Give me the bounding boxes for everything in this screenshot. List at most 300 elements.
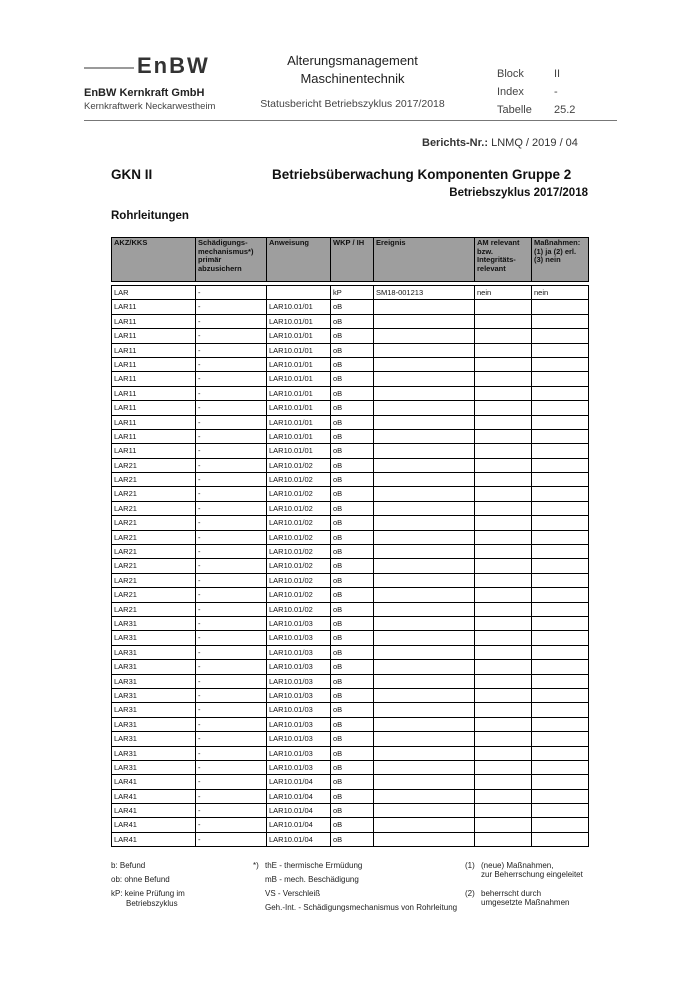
cell-ereignis: [374, 631, 475, 645]
main-heading: Betriebsüberwachung Komponenten Gruppe 2: [272, 167, 572, 182]
cell-massnahmen: [532, 530, 589, 544]
table-header-row: [112, 238, 589, 282]
table-row: [112, 300, 589, 314]
cell-akz: LAR21: [112, 573, 196, 587]
cell-akz: LAR31: [112, 760, 196, 774]
cell-akz: LAR11: [112, 343, 196, 357]
table-row: [112, 660, 589, 674]
cell-anweisung: LAR10.01/01: [267, 357, 331, 371]
cell-anweisung: LAR10.01/04: [267, 789, 331, 803]
meta-key: Block: [497, 68, 524, 80]
cell-mechanismus: -: [196, 732, 267, 746]
cell-ereignis: [374, 732, 475, 746]
table-row: [112, 458, 589, 472]
table-row: [112, 588, 589, 602]
cell-ereignis: [374, 746, 475, 760]
table-row: [112, 573, 589, 587]
cell-am-relevant: [475, 732, 532, 746]
cell-am-relevant: [475, 674, 532, 688]
cell-wkp: oB: [331, 645, 374, 659]
table-row: [112, 732, 589, 746]
cell-massnahmen: [532, 832, 589, 846]
cell-am-relevant: [475, 602, 532, 616]
company-name: EnBW Kernkraft GmbH: [84, 87, 205, 99]
cell-ereignis: [374, 775, 475, 789]
cell-akz: LAR41: [112, 789, 196, 803]
cell-am-relevant: [475, 516, 532, 530]
table-row: [112, 746, 589, 760]
cell-am-relevant: [475, 300, 532, 314]
cell-wkp: oB: [331, 401, 374, 415]
cell-massnahmen: [532, 314, 589, 328]
cell-mechanismus: -: [196, 818, 267, 832]
cell-mechanismus: -: [196, 487, 267, 501]
cell-anweisung: LAR10.01/02: [267, 530, 331, 544]
col-header-am-relevant: AM relevant bzw. Integritäts-relevant: [475, 238, 532, 282]
cell-akz: LAR21: [112, 530, 196, 544]
cell-akz: LAR41: [112, 818, 196, 832]
cell-am-relevant: [475, 329, 532, 343]
cell-wkp: oB: [331, 429, 374, 443]
meta-key: Index: [497, 86, 524, 98]
cell-anweisung: LAR10.01/04: [267, 804, 331, 818]
cell-massnahmen: [532, 357, 589, 371]
cell-ereignis: [374, 804, 475, 818]
cell-wkp: oB: [331, 746, 374, 760]
cell-akz: LAR11: [112, 401, 196, 415]
table-row: [112, 487, 589, 501]
cell-massnahmen: [532, 631, 589, 645]
note-1-number: (1): [465, 861, 475, 870]
legend-mb: mB - mech. Beschädigung: [265, 875, 359, 884]
table-row: [112, 559, 589, 573]
table-row: [112, 760, 589, 774]
cell-anweisung: LAR10.01/01: [267, 343, 331, 357]
cell-massnahmen: [532, 818, 589, 832]
cell-anweisung: LAR10.01/03: [267, 688, 331, 702]
cell-anweisung: LAR10.01/02: [267, 501, 331, 515]
cell-ereignis: [374, 386, 475, 400]
cell-massnahmen: [532, 804, 589, 818]
legend-asterisk: *): [253, 861, 259, 870]
cell-anweisung: LAR10.01/02: [267, 559, 331, 573]
cell-mechanismus: -: [196, 775, 267, 789]
meta-value: 25.2: [554, 104, 576, 116]
cell-akz: LAR21: [112, 487, 196, 501]
cell-massnahmen: [532, 401, 589, 415]
cell-mechanismus: -: [196, 645, 267, 659]
cell-akz: LAR41: [112, 775, 196, 789]
cell-akz: LAR11: [112, 415, 196, 429]
cell-massnahmen: [532, 674, 589, 688]
table-row: [112, 545, 589, 559]
cell-akz: LAR21: [112, 545, 196, 559]
cell-am-relevant: [475, 444, 532, 458]
cell-wkp: oB: [331, 501, 374, 515]
cell-anweisung: LAR10.01/02: [267, 545, 331, 559]
cell-wkp: oB: [331, 760, 374, 774]
cell-mechanismus: -: [196, 804, 267, 818]
cell-wkp: oB: [331, 616, 374, 630]
report-number: [422, 137, 578, 149]
cell-mechanismus: -: [196, 760, 267, 774]
cell-ereignis: [374, 645, 475, 659]
legend-vs: VS - Verschleiß: [265, 889, 321, 898]
cell-am-relevant: [475, 573, 532, 587]
cell-mechanismus: -: [196, 602, 267, 616]
cell-anweisung: LAR10.01/02: [267, 458, 331, 472]
cell-am-relevant: [475, 458, 532, 472]
cell-anweisung: LAR10.01/01: [267, 372, 331, 386]
component-table: [111, 237, 589, 847]
cell-massnahmen: [532, 760, 589, 774]
cell-anweisung: LAR10.01/01: [267, 386, 331, 400]
note-1-line-2: zur Beherrschung eingeleitet: [481, 870, 583, 879]
cell-anweisung: LAR10.01/02: [267, 573, 331, 587]
legend-keine-pruefung: kP: keine Prüfung im: [111, 889, 185, 898]
cell-ereignis: [374, 559, 475, 573]
cell-anweisung: LAR10.01/03: [267, 732, 331, 746]
cell-am-relevant: [475, 631, 532, 645]
cell-anweisung: LAR10.01/02: [267, 588, 331, 602]
table-row: [112, 616, 589, 630]
cell-anweisung: LAR10.01/01: [267, 329, 331, 343]
cell-mechanismus: -: [196, 674, 267, 688]
table-row: [112, 501, 589, 515]
cell-am-relevant: [475, 760, 532, 774]
cell-am-relevant: [475, 545, 532, 559]
cell-massnahmen: [532, 545, 589, 559]
cell-am-relevant: [475, 832, 532, 846]
cell-anweisung: LAR10.01/03: [267, 645, 331, 659]
cell-mechanismus: -: [196, 386, 267, 400]
table-row: [112, 386, 589, 400]
cell-ereignis: [374, 458, 475, 472]
cell-anweisung: LAR10.01/03: [267, 746, 331, 760]
cell-mechanismus: -: [196, 343, 267, 357]
cell-massnahmen: [532, 789, 589, 803]
cell-massnahmen: [532, 386, 589, 400]
col-header-akz: AKZ/KKS: [112, 238, 196, 282]
legend-ohne-befund: ob: ohne Befund: [111, 875, 170, 884]
meta-value: -: [554, 86, 558, 98]
cell-wkp: oB: [331, 688, 374, 702]
cell-massnahmen: [532, 415, 589, 429]
cell-mechanismus: -: [196, 832, 267, 846]
cell-akz: LAR31: [112, 631, 196, 645]
cell-wkp: oB: [331, 444, 374, 458]
cell-mechanismus: -: [196, 746, 267, 760]
cell-anweisung: LAR10.01/01: [267, 444, 331, 458]
table-row: [112, 832, 589, 846]
table-row: [112, 444, 589, 458]
cell-am-relevant: [475, 703, 532, 717]
table-row: [112, 473, 589, 487]
cell-anweisung: LAR10.01/03: [267, 631, 331, 645]
cell-mechanismus: -: [196, 415, 267, 429]
table-row: [112, 804, 589, 818]
cell-wkp: oB: [331, 804, 374, 818]
status-line: Statusbericht Betriebszyklus 2017/2018: [260, 98, 445, 110]
unit-heading: GKN II: [111, 167, 153, 182]
cell-akz: LAR21: [112, 602, 196, 616]
table-row: [112, 314, 589, 328]
cell-ereignis: [374, 314, 475, 328]
cell-anweisung: LAR10.01/01: [267, 429, 331, 443]
table-row: [112, 357, 589, 371]
cell-anweisung: LAR10.01/04: [267, 775, 331, 789]
cell-mechanismus: -: [196, 329, 267, 343]
cell-wkp: oB: [331, 357, 374, 371]
cell-massnahmen: [532, 688, 589, 702]
cell-anweisung: LAR10.01/02: [267, 487, 331, 501]
legend-geh-int: Geh.-Int. - Schädigungsmechanismus von Rohrleitung: [265, 903, 458, 912]
cell-ereignis: [374, 372, 475, 386]
cell-wkp: oB: [331, 703, 374, 717]
table-row: [112, 516, 589, 530]
cell-akz: LAR21: [112, 473, 196, 487]
cell-ereignis: [374, 300, 475, 314]
cell-akz: LAR31: [112, 660, 196, 674]
cell-mechanismus: -: [196, 516, 267, 530]
cell-anweisung: LAR10.01/03: [267, 703, 331, 717]
cell-massnahmen: [532, 458, 589, 472]
cell-wkp: oB: [331, 386, 374, 400]
cell-massnahmen: nein: [532, 286, 589, 300]
table-row: [112, 401, 589, 415]
cell-wkp: oB: [331, 458, 374, 472]
cell-mechanismus: -: [196, 616, 267, 630]
cell-ereignis: [374, 573, 475, 587]
cell-mechanismus: -: [196, 501, 267, 515]
note-1-line-1: (neue) Maßnahmen,: [481, 861, 554, 870]
cell-massnahmen: [532, 501, 589, 515]
cell-massnahmen: [532, 588, 589, 602]
cell-massnahmen: [532, 746, 589, 760]
cell-akz: LAR31: [112, 645, 196, 659]
cell-ereignis: [374, 688, 475, 702]
col-header-massnahmen: Maßnahmen: (1) ja (2) erl. (3) nein: [532, 238, 589, 282]
cell-akz: LAR31: [112, 732, 196, 746]
cell-wkp: oB: [331, 573, 374, 587]
table-row: [112, 703, 589, 717]
cell-am-relevant: [475, 501, 532, 515]
table-row: [112, 818, 589, 832]
title-line-2: Maschinentechnik: [300, 71, 405, 86]
cell-massnahmen: [532, 616, 589, 630]
title-line-1: Alterungsmanagement: [287, 53, 418, 68]
cell-am-relevant: [475, 588, 532, 602]
meta-value: II: [554, 68, 561, 80]
cell-am-relevant: nein: [475, 286, 532, 300]
cell-akz: LAR11: [112, 444, 196, 458]
table-row: [112, 329, 589, 343]
cell-akz: LAR31: [112, 703, 196, 717]
cell-wkp: oB: [331, 329, 374, 343]
cell-am-relevant: [475, 645, 532, 659]
cell-anweisung: LAR10.01/02: [267, 473, 331, 487]
cell-mechanismus: -: [196, 458, 267, 472]
cell-akz: LAR11: [112, 386, 196, 400]
cell-mechanismus: -: [196, 314, 267, 328]
cell-anweisung: LAR10.01/03: [267, 717, 331, 731]
legend-befund: b: Befund: [111, 861, 146, 870]
cell-wkp: kP: [331, 286, 374, 300]
cell-mechanismus: -: [196, 703, 267, 717]
cell-mechanismus: -: [196, 717, 267, 731]
cell-massnahmen: [532, 487, 589, 501]
table-row: [112, 343, 589, 357]
note-2-number: (2): [465, 889, 475, 898]
cell-massnahmen: [532, 300, 589, 314]
cell-ereignis: [374, 415, 475, 429]
table-row: [112, 631, 589, 645]
cell-mechanismus: -: [196, 530, 267, 544]
cell-ereignis: [374, 760, 475, 774]
cell-massnahmen: [532, 732, 589, 746]
cell-anweisung: LAR10.01/02: [267, 602, 331, 616]
cell-wkp: oB: [331, 516, 374, 530]
cell-wkp: oB: [331, 559, 374, 573]
cell-ereignis: [374, 832, 475, 846]
cell-am-relevant: [475, 688, 532, 702]
cell-akz: LAR: [112, 286, 196, 300]
cell-wkp: oB: [331, 487, 374, 501]
cell-ereignis: [374, 501, 475, 515]
cell-mechanismus: -: [196, 300, 267, 314]
cell-ereignis: [374, 545, 475, 559]
cell-anweisung: LAR10.01/03: [267, 760, 331, 774]
cell-wkp: oB: [331, 415, 374, 429]
cell-anweisung: LAR10.01/01: [267, 401, 331, 415]
cell-am-relevant: [475, 372, 532, 386]
cell-wkp: oB: [331, 372, 374, 386]
sub-heading: Betriebszyklus 2017/2018: [449, 187, 588, 199]
cell-am-relevant: [475, 530, 532, 544]
table-row: [112, 775, 589, 789]
col-header-ereignis: Ereignis: [374, 238, 475, 282]
cell-massnahmen: [532, 573, 589, 587]
cell-akz: LAR11: [112, 357, 196, 371]
cell-ereignis: [374, 674, 475, 688]
plant-name: Kernkraftwerk Neckarwestheim: [84, 101, 216, 112]
cell-ereignis: [374, 357, 475, 371]
cell-wkp: oB: [331, 789, 374, 803]
cell-anweisung: LAR10.01/04: [267, 818, 331, 832]
table-row: [112, 415, 589, 429]
cell-massnahmen: [532, 602, 589, 616]
header-divider: [84, 120, 617, 121]
cell-akz: LAR11: [112, 429, 196, 443]
cell-ereignis: [374, 343, 475, 357]
cell-ereignis: SM18-001213: [374, 286, 475, 300]
table-row: [112, 429, 589, 443]
cell-akz: LAR11: [112, 300, 196, 314]
cell-am-relevant: [475, 415, 532, 429]
cell-anweisung: LAR10.01/03: [267, 616, 331, 630]
cell-anweisung: LAR10.01/03: [267, 674, 331, 688]
cell-massnahmen: [532, 775, 589, 789]
cell-mechanismus: -: [196, 688, 267, 702]
cell-ereignis: [374, 530, 475, 544]
company-logo: EnBW: [137, 53, 210, 78]
cell-mechanismus: -: [196, 545, 267, 559]
cell-am-relevant: [475, 616, 532, 630]
cell-massnahmen: [532, 329, 589, 343]
cell-ereignis: [374, 487, 475, 501]
report-number-label: Berichts-Nr.:: [422, 137, 489, 149]
cell-mechanismus: -: [196, 660, 267, 674]
cell-akz: LAR11: [112, 314, 196, 328]
cell-akz: LAR31: [112, 688, 196, 702]
cell-ereignis: [374, 588, 475, 602]
cell-wkp: oB: [331, 343, 374, 357]
cell-ereignis: [374, 660, 475, 674]
cell-wkp: oB: [331, 660, 374, 674]
cell-ereignis: [374, 516, 475, 530]
cell-wkp: oB: [331, 717, 374, 731]
table-row: [112, 789, 589, 803]
cell-ereignis: [374, 429, 475, 443]
cell-anweisung: LAR10.01/01: [267, 314, 331, 328]
cell-am-relevant: [475, 746, 532, 760]
section-heading: Rohrleitungen: [111, 210, 189, 222]
cell-am-relevant: [475, 487, 532, 501]
cell-massnahmen: [532, 660, 589, 674]
col-header-mechanismus: Schädigungs-mechanismus*) primär abzusichern: [196, 238, 267, 282]
table-row: [112, 645, 589, 659]
logo-line: [84, 67, 134, 69]
col-header-anweisung: Anweisung: [267, 238, 331, 282]
cell-akz: LAR21: [112, 588, 196, 602]
table-row: [112, 372, 589, 386]
cell-mechanismus: -: [196, 357, 267, 371]
cell-ereignis: [374, 616, 475, 630]
cell-massnahmen: [532, 703, 589, 717]
cell-akz: LAR11: [112, 329, 196, 343]
cell-ereignis: [374, 602, 475, 616]
cell-ereignis: [374, 703, 475, 717]
cell-ereignis: [374, 473, 475, 487]
cell-am-relevant: [475, 386, 532, 400]
document-title: [240, 52, 465, 88]
cell-akz: LAR41: [112, 804, 196, 818]
cell-am-relevant: [475, 314, 532, 328]
cell-anweisung: LAR10.01/01: [267, 415, 331, 429]
cell-akz: LAR21: [112, 458, 196, 472]
cell-anweisung: [267, 286, 331, 300]
cell-massnahmen: [532, 429, 589, 443]
cell-wkp: oB: [331, 775, 374, 789]
cell-ereignis: [374, 329, 475, 343]
cell-anweisung: LAR10.01/01: [267, 300, 331, 314]
cell-massnahmen: [532, 717, 589, 731]
cell-wkp: oB: [331, 588, 374, 602]
cell-am-relevant: [475, 473, 532, 487]
cell-anweisung: LAR10.01/04: [267, 832, 331, 846]
cell-mechanismus: -: [196, 401, 267, 415]
cell-am-relevant: [475, 429, 532, 443]
cell-akz: LAR41: [112, 832, 196, 846]
cell-wkp: oB: [331, 473, 374, 487]
note-2-line-1: beherrscht durch: [481, 889, 542, 898]
cell-akz: LAR21: [112, 559, 196, 573]
cell-wkp: oB: [331, 314, 374, 328]
cell-am-relevant: [475, 789, 532, 803]
cell-mechanismus: -: [196, 429, 267, 443]
cell-anweisung: LAR10.01/03: [267, 660, 331, 674]
cell-am-relevant: [475, 559, 532, 573]
